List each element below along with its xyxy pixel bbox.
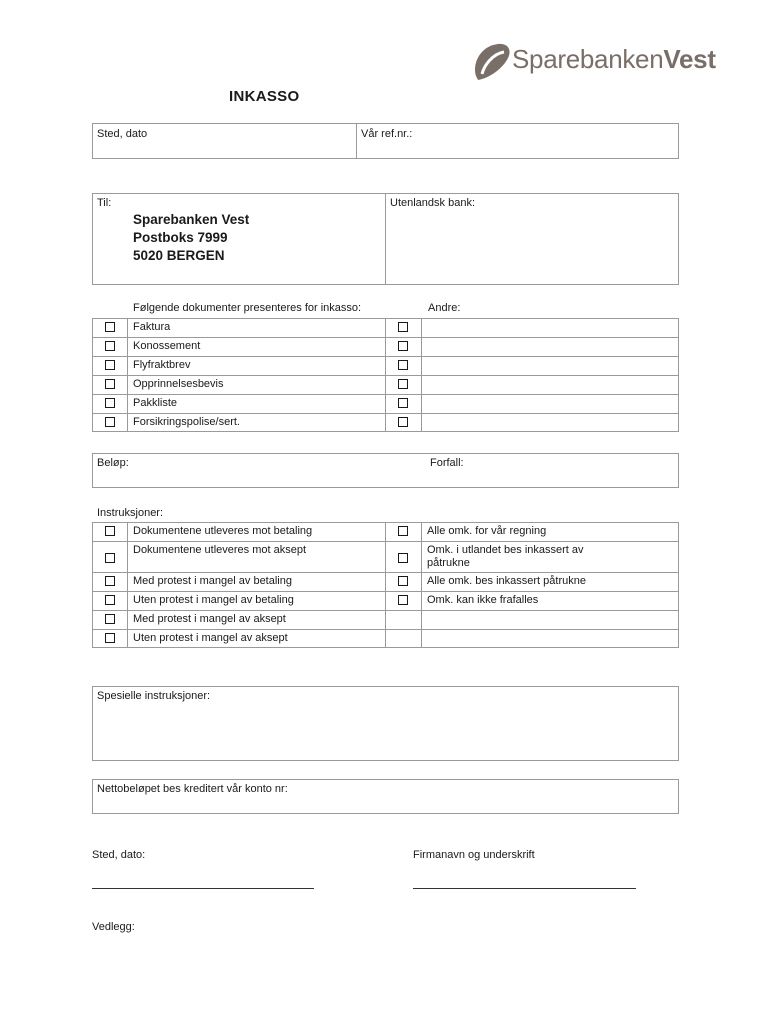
instr-omk-kan-ikke-frafalles: Omk. kan ikke frafalles: [427, 594, 539, 606]
andre-label: Andre:: [428, 302, 461, 314]
instr-med-protest-aksept: Med protest i mangel av aksept: [133, 613, 286, 625]
doc-item-konossement: Konossement: [133, 340, 201, 352]
var-ref-field[interactable]: Vår ref.nr.:: [361, 128, 413, 140]
instr-uten-protest-aksept: Uten protest i mangel av aksept: [133, 632, 288, 644]
instr-omk-utlandet-line2: påtrukne: [427, 557, 470, 569]
checkbox-flyfraktbrev[interactable]: [105, 360, 115, 370]
address-line-2: Postboks 7999: [133, 230, 228, 245]
checkbox-uten-protest-betaling[interactable]: [105, 595, 115, 605]
checkbox-omk-utlandet[interactable]: [398, 553, 408, 563]
amount-box: [92, 453, 679, 488]
instr-utleveres-aksept: Dokumentene utleveres mot aksept: [133, 544, 307, 556]
checkbox-alle-omk-var-regning[interactable]: [398, 526, 408, 536]
signature-sted-dato-label: Sted, dato:: [92, 849, 146, 861]
checkbox-andre-3[interactable]: [398, 360, 408, 370]
netto-label: Nettobeløpet bes kreditert vår konto nr:: [97, 783, 288, 795]
checkbox-alle-omk-patrukne[interactable]: [398, 576, 408, 586]
checkbox-omk-kan-ikke-frafalles[interactable]: [398, 595, 408, 605]
instr-med-protest-betaling: Med protest i mangel av betaling: [133, 575, 292, 587]
checkbox-utleveres-betaling[interactable]: [105, 526, 115, 536]
sted-dato-signature-line[interactable]: [92, 888, 314, 889]
checkbox-opprinnelsesbevis[interactable]: [105, 379, 115, 389]
forfall-field[interactable]: Forfall:: [430, 457, 464, 469]
doc-item-opprinnelsesbevis: Opprinnelsesbevis: [133, 378, 224, 390]
checkbox-andre-5[interactable]: [398, 398, 408, 408]
checkbox-konossement[interactable]: [105, 341, 115, 351]
belop-field[interactable]: Beløp:: [97, 457, 129, 469]
page-title: INKASSO: [229, 88, 300, 105]
checkbox-andre-4[interactable]: [398, 379, 408, 389]
instr-alle-omk-patrukne: Alle omk. bes inkassert påtrukne: [427, 575, 586, 587]
address-line-3: 5020 BERGEN: [133, 248, 225, 263]
firmanavn-signature-line[interactable]: [413, 888, 636, 889]
checkbox-andre-6[interactable]: [398, 417, 408, 427]
checkbox-pakkliste[interactable]: [105, 398, 115, 408]
doc-item-flyfraktbrev: Flyfraktbrev: [133, 359, 191, 371]
logo-text: SparebankenVest: [512, 44, 716, 74]
instr-uten-protest-betaling: Uten protest i mangel av betaling: [133, 594, 294, 606]
documents-heading: Følgende dokumenter presenteres for inkasso:: [133, 302, 362, 314]
special-instructions-label: Spesielle instruksjoner:: [97, 690, 211, 702]
checkbox-faktura[interactable]: [105, 322, 115, 332]
checkbox-andre-1[interactable]: [398, 322, 408, 332]
doc-item-pakkliste: Pakkliste: [133, 397, 178, 409]
instructions-heading: Instruksjoner:: [97, 507, 164, 519]
til-label: Til:: [97, 197, 112, 209]
checkbox-med-protest-betaling[interactable]: [105, 576, 115, 586]
checkbox-andre-2[interactable]: [398, 341, 408, 351]
instr-utleveres-betaling: Dokumentene utleveres mot betaling: [133, 525, 313, 537]
checkbox-utleveres-aksept[interactable]: [105, 553, 115, 563]
checkbox-forsikringspolise[interactable]: [105, 417, 115, 427]
instr-alle-omk-var-regning: Alle omk. for vår regning: [427, 525, 547, 537]
signature-firmanavn-label: Firmanavn og underskrift: [413, 849, 535, 861]
doc-item-faktura: Faktura: [133, 321, 171, 333]
checkbox-uten-protest-aksept[interactable]: [105, 633, 115, 643]
address-line-1: Sparebanken Vest: [133, 212, 250, 227]
instr-omk-utlandet-line1: Omk. i utlandet bes inkassert av: [427, 544, 584, 556]
sted-dato-field[interactable]: Sted, dato: [97, 128, 148, 140]
doc-item-forsikringspolise: Forsikringspolise/sert.: [133, 416, 240, 428]
logo-mark-icon: [470, 40, 514, 84]
vedlegg-label: Vedlegg:: [92, 921, 135, 933]
checkbox-med-protest-aksept[interactable]: [105, 614, 115, 624]
utenlandsk-bank-field[interactable]: Utenlandsk bank:: [390, 197, 475, 209]
